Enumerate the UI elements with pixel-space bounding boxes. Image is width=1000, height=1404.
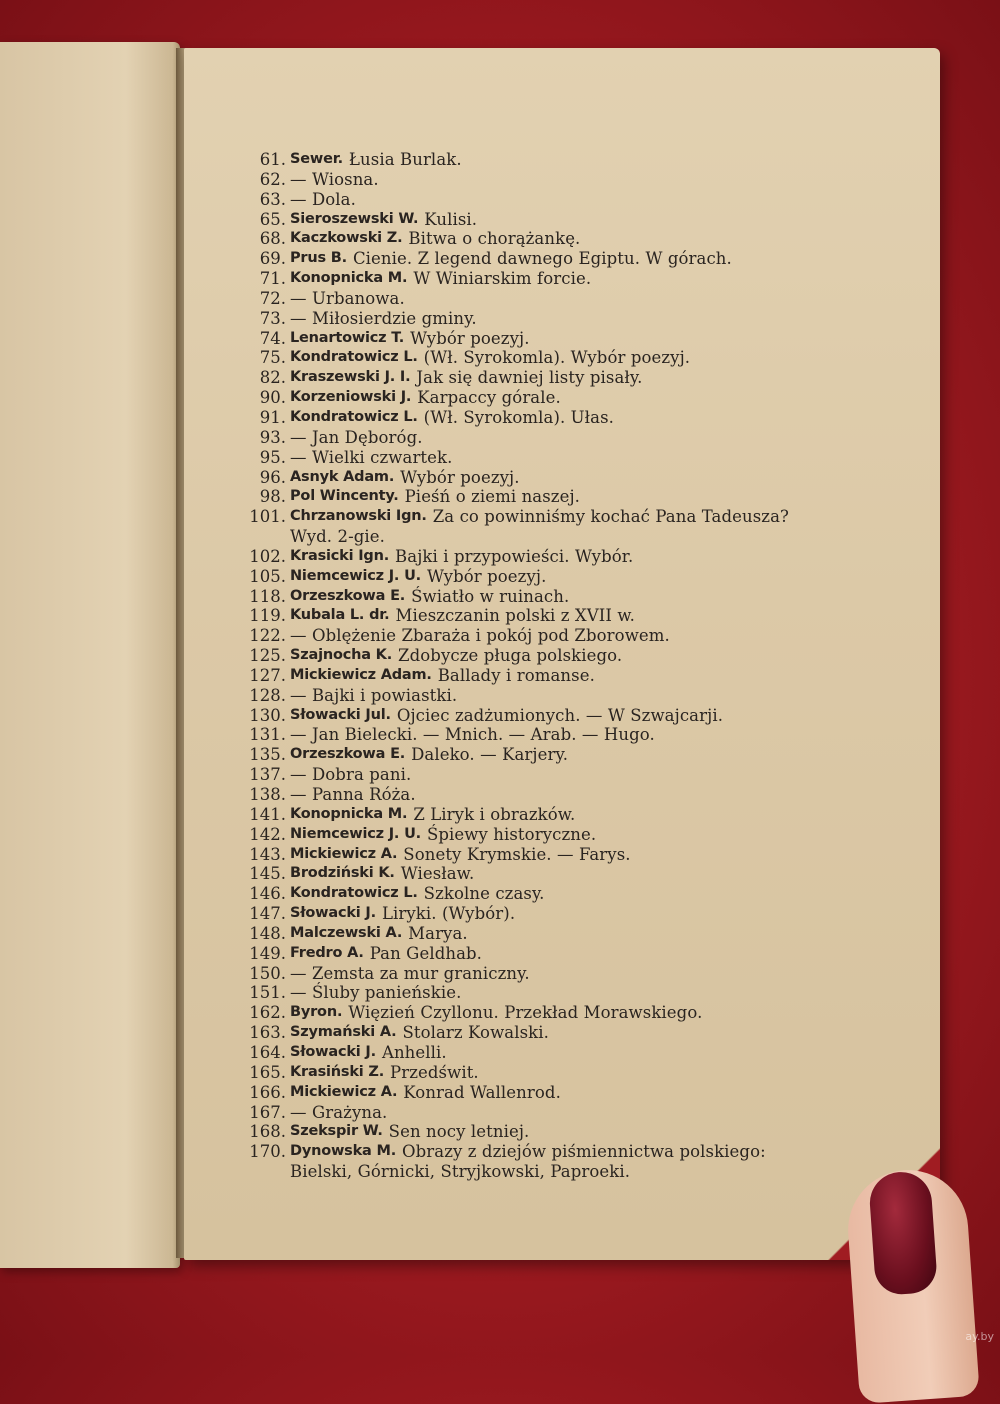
publication-list — [240, 150, 880, 1182]
list-item — [240, 170, 880, 190]
entry-author: Mickiewicz Adam. — [290, 666, 432, 683]
entry-number: 151. — [249, 983, 286, 1003]
entry-author: Chrzanowski Ign. — [290, 508, 427, 525]
list-item — [240, 468, 880, 488]
entry-title: Marya. — [408, 923, 468, 943]
entry-number: 127. — [249, 665, 286, 685]
entry-number: 138. — [249, 785, 286, 804]
entry-author: Sewer. — [290, 151, 343, 167]
entry-number: 167. — [249, 1102, 286, 1122]
list-item — [240, 567, 880, 587]
list-item — [240, 845, 880, 865]
list-item — [240, 269, 880, 289]
entry-title: — Śluby panieńskie. — [290, 983, 462, 1003]
entry-number: 162. — [249, 1003, 286, 1023]
list-item — [240, 329, 880, 349]
list-item — [240, 547, 880, 567]
entry-title: W Winiarskim forcie. — [413, 269, 592, 289]
entry-author: Niemcewicz J. U. — [290, 825, 421, 842]
left-page — [0, 42, 180, 1268]
entry-title: Łusia Burlak. — [348, 150, 462, 169]
entry-author: Szajnocha K. — [290, 647, 393, 664]
list-item — [240, 765, 880, 785]
entry-number: 143. — [249, 844, 286, 864]
entry-title: Wybór poezyj. — [400, 467, 520, 487]
entry-number: 82. — [259, 368, 286, 388]
entry-title: Bajki i przypowieści. Wybór. — [395, 546, 634, 566]
entry-author: Prus B. — [290, 250, 347, 267]
entry-title: — Jan Dęboróg. — [290, 427, 423, 447]
entry-number: 164. — [249, 1042, 286, 1062]
entry-author: Konopnicka M. — [290, 270, 408, 287]
list-item — [240, 1142, 880, 1162]
list-item — [240, 725, 880, 745]
list-item — [240, 150, 880, 170]
list-item — [240, 348, 880, 368]
entry-title: Z Liryk i obrazków. — [413, 804, 576, 824]
entry-title: Obrazy z dziejów piśmiennictwa polskiego: — [402, 1142, 766, 1162]
entry-author: Orzeszkowa E. — [290, 746, 406, 763]
entry-number: 137. — [249, 765, 286, 785]
entry-title: Śpiewy historyczne. — [426, 824, 597, 844]
entry-title: Więzień Czyllonu. Przekład Morawskiego. — [348, 1003, 703, 1023]
entry-author: Byron. — [290, 1004, 343, 1021]
entry-title: — Miłosierdzie gminy. — [290, 308, 477, 328]
entry-title: Mieszczanin polski z XVII w. — [395, 606, 635, 626]
entry-title: Pieśń o ziemi naszej. — [404, 487, 581, 507]
entry-number: 102. — [249, 546, 286, 566]
entry-title: Pan Geldhab. — [369, 943, 483, 963]
list-item — [240, 666, 880, 686]
entry-number: 68. — [259, 229, 286, 249]
entry-author: Orzeszkowa E. — [290, 587, 406, 604]
entry-author: Krasiński Z. — [290, 1063, 385, 1080]
entry-title: Kulisi. — [424, 209, 478, 229]
entry-author: Konopnicka M. — [290, 805, 408, 822]
list-item — [240, 606, 880, 626]
entry-title: — Urbanowa. — [290, 288, 405, 308]
entry-number: 65. — [259, 209, 286, 229]
entry-title: Jak się dawniej listy pisały. — [416, 368, 643, 388]
entry-number: 163. — [249, 1023, 286, 1043]
entry-author: Mickiewicz A. — [290, 845, 398, 862]
list-item — [240, 1083, 880, 1103]
entry-number: 69. — [259, 249, 286, 269]
list-item — [240, 388, 880, 408]
entry-number — [240, 1162, 286, 1182]
entry-title: Bielski, Górnicki, Stryjkowski, Paproeki. — [290, 1162, 631, 1182]
list-item — [240, 587, 880, 607]
entry-title: Wybór poezyj. — [426, 566, 547, 586]
entry-number: 145. — [249, 864, 286, 884]
list-item — [240, 1162, 880, 1182]
entry-title: — Bajki i powiastki. — [290, 685, 458, 705]
entry-number: 62. — [259, 169, 286, 189]
entry-title: Zdobycze pługa polskiego. — [398, 646, 623, 666]
entry-number: 90. — [259, 388, 286, 408]
entry-title: Wybór poezyj. — [410, 328, 530, 348]
list-item — [240, 1043, 880, 1063]
entry-number: 130. — [249, 705, 286, 725]
entry-title: Bitwa o chorążankę. — [408, 229, 581, 249]
entry-author: Słowacki J. — [290, 1043, 376, 1060]
entry-number: 131. — [249, 725, 286, 745]
entry-number: 118. — [249, 586, 286, 606]
watermark: ay.by — [965, 1330, 994, 1343]
entry-number: 128. — [249, 685, 286, 705]
entry-author: Niemcewicz J. U. — [290, 567, 421, 584]
entry-author: Szymański A. — [290, 1024, 397, 1041]
entry-title: — Dola. — [290, 189, 356, 209]
entry-number: 74. — [259, 328, 286, 348]
entry-number: 168. — [249, 1122, 286, 1142]
entry-author: Kaczkowski Z. — [290, 230, 403, 247]
entry-number: 122. — [249, 626, 286, 646]
entry-number: 150. — [249, 963, 286, 983]
entry-title: Wiesław. — [400, 864, 475, 884]
list-item — [240, 448, 880, 468]
entry-number: 165. — [249, 1062, 286, 1082]
list-item — [240, 825, 880, 845]
entry-title: Karpaccy górale. — [417, 388, 561, 408]
list-item — [240, 1003, 880, 1023]
entry-number: 135. — [249, 745, 286, 765]
entry-title: — Jan Bielecki. — Mnich. — Arab. — Hugo. — [290, 725, 655, 745]
list-item — [240, 745, 880, 765]
list-item — [240, 686, 880, 706]
entry-title: Przedświt. — [390, 1062, 479, 1082]
list-item — [240, 864, 880, 884]
entry-title: Anhelli. — [381, 1042, 447, 1062]
entry-number: 142. — [249, 824, 286, 844]
entry-title: Sen nocy letniej. — [388, 1122, 530, 1142]
painted-fingernail — [868, 1170, 938, 1296]
entry-number: 72. — [259, 288, 286, 308]
entry-author: Pol Wincenty. — [290, 488, 399, 505]
list-item — [240, 1103, 880, 1123]
list-item — [240, 646, 880, 666]
list-item — [240, 785, 880, 805]
entry-author: Korzeniowski J. — [290, 389, 412, 406]
list-item — [240, 924, 880, 944]
list-item — [240, 190, 880, 210]
entry-number: 105. — [249, 566, 286, 586]
entry-number: 73. — [259, 308, 286, 328]
entry-number: 166. — [249, 1082, 286, 1102]
entry-number: 147. — [249, 904, 286, 924]
list-item — [240, 309, 880, 329]
list-item — [240, 626, 880, 646]
list-item — [240, 1122, 880, 1142]
entry-number: 75. — [259, 348, 286, 368]
entry-number: 63. — [259, 189, 286, 209]
entry-number: 98. — [259, 487, 286, 507]
entry-author: Kondratowicz L. — [290, 408, 418, 425]
list-item — [240, 944, 880, 964]
entry-number: 141. — [249, 804, 286, 824]
list-item — [240, 884, 880, 904]
list-item — [240, 368, 880, 388]
entry-author: Kraszewski J. I. — [290, 369, 411, 386]
entry-title: (Wł. Syrokomla). Wybór poezyj. — [423, 348, 691, 368]
list-item — [240, 805, 880, 825]
entry-number: 149. — [249, 943, 286, 963]
entry-author: Sieroszewski W. — [290, 210, 419, 227]
entry-author: Mickiewicz A. — [290, 1083, 398, 1100]
entry-number: 71. — [259, 269, 286, 289]
entry-title: Liryki. (Wybór). — [381, 904, 516, 924]
entry-author: Kubala L. dr. — [290, 607, 390, 624]
entry-title: — Zemsta za mur graniczny. — [290, 963, 530, 983]
entry-author: Dynowska M. — [290, 1143, 397, 1160]
entry-number: 91. — [259, 407, 286, 427]
entry-number: 61. — [259, 150, 286, 169]
list-item — [240, 428, 880, 448]
entry-title: — Grażyna. — [290, 1102, 388, 1122]
entry-author: Asnyk Adam. — [290, 468, 395, 485]
entry-number: 170. — [249, 1142, 286, 1162]
entry-title: Daleko. — Karjery. — [411, 745, 569, 765]
list-item — [240, 408, 880, 428]
entry-title: Za co powinniśmy kochać Pana Tadeusza? — [432, 507, 789, 527]
list-item — [240, 904, 880, 924]
entry-number: 146. — [249, 884, 286, 904]
entry-author: Krasicki Ign. — [290, 547, 390, 564]
list-item — [240, 983, 880, 1003]
entry-title: Konrad Wallenrod. — [403, 1082, 561, 1102]
list-item — [240, 289, 880, 309]
entry-number: 125. — [249, 646, 286, 666]
entry-author: Malczewski A. — [290, 924, 403, 941]
entry-title: — Oblężenie Zbaraża i pokój pod Zborowem. — [290, 626, 670, 646]
entry-author: Kondratowicz L. — [290, 349, 418, 366]
list-item — [240, 1023, 880, 1043]
list-item — [240, 1063, 880, 1083]
list-item — [240, 706, 880, 726]
entry-title: — Dobra pani. — [290, 765, 412, 785]
entry-title: Ojciec zadżumionych. — W Szwajcarji. — [396, 705, 724, 725]
list-item — [240, 527, 880, 547]
list-item — [240, 487, 880, 507]
entry-title: Ballady i romanse. — [437, 665, 595, 685]
list-item — [240, 964, 880, 984]
entry-author: Fredro A. — [290, 944, 364, 961]
list-item — [240, 210, 880, 230]
list-item — [240, 507, 880, 527]
entry-author: Szekspir W. — [290, 1123, 383, 1140]
entry-number: 95. — [259, 447, 286, 467]
entry-author: Słowacki Jul. — [290, 706, 391, 723]
entry-author: Słowacki J. — [290, 905, 376, 922]
entry-title: Cienie. Z legend dawnego Egiptu. W górach. — [352, 249, 732, 269]
entry-title: Wyd. 2-gie. — [290, 527, 385, 547]
entry-number — [240, 527, 286, 547]
list-item — [240, 249, 880, 269]
entry-author: Lenartowicz T. — [290, 329, 405, 346]
entry-number: 93. — [259, 427, 286, 447]
entry-title: Światło w ruinach. — [411, 586, 570, 606]
entry-title: Sonety Krymskie. — Farys. — [403, 844, 631, 864]
entry-number: 101. — [249, 507, 286, 527]
entry-title: — Panna Róża. — [290, 785, 416, 804]
entry-author: Kondratowicz L. — [290, 885, 418, 902]
entry-number: 148. — [249, 923, 286, 943]
entry-title: Stolarz Kowalski. — [402, 1023, 550, 1043]
entry-title: — Wiosna. — [290, 169, 379, 189]
list-item — [240, 229, 880, 249]
entry-author: Brodziński K. — [290, 865, 395, 882]
entry-number: 96. — [259, 467, 286, 487]
entry-number: 119. — [249, 606, 286, 626]
entry-title: Szkolne czasy. — [423, 884, 545, 904]
entry-title: (Wł. Syrokomla). Ułas. — [423, 407, 614, 427]
entry-title: — Wielki czwartek. — [290, 447, 453, 467]
